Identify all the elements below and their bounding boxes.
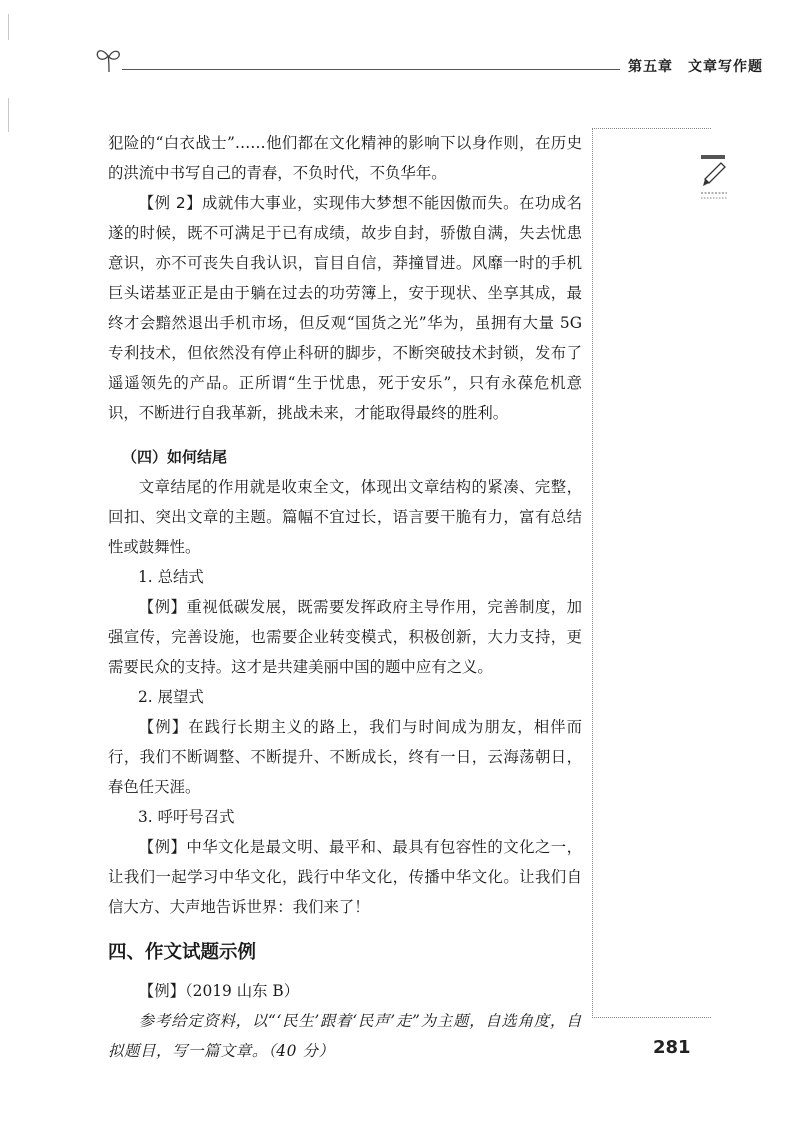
example-text: 中华文化是最文明、最平和、最具有包容性的文化之一，让我们一起学习中华文化，践行中华文化，传播中华文化。让我们自信大方、大声地告诉世界：我们来了！ (108, 838, 582, 916)
paragraph: 犯险的“白衣战士”……他们都在文化精神的影响下以身作则，在历史的洪流中书写自己的青春，不负时代，不负华年。 (108, 134, 582, 182)
example-label: 【例 2】 (138, 194, 202, 212)
example-label: 【例】 (138, 598, 187, 616)
scan-edge-mark (8, 14, 9, 40)
subsection-heading: （四）如何结尾 (122, 448, 228, 466)
paragraph: 文章结尾的作用就是收束全文，体现出文章结构的紧凑、完整，回扣、突出文章的主题。篇幅不宜过长，语言要干脆有力，富有总结性或鼓舞性。 (108, 478, 582, 556)
notes-margin (592, 128, 711, 1018)
sprout-icon (94, 44, 124, 74)
example-text: 成就伟大事业，实现伟大梦想不能因傲而失。在功成名遂的时候，既不可满足于已有成绩，故步自封，骄傲自满，失去忧患意识，亦不可丧失自我认识，盲目自信，莽撞冒进。风靡一时的手机巨头诺基亚正是由于躺在过去的功劳簿上，安于现状、坐享其成，最终才会黯然退出手机市场，但反观“国货之光”华为，虽拥有大量 5G 专利技术，但依然没有停止科研的脚步，不断突破技术封锁，发布了遥遥领先的产品。正所谓“生于忧患，死于安乐”，只有永葆危机意识，不断进行自我革新，挑战未来，才能取得最终的胜利。 (108, 194, 582, 422)
method-heading: 3. 呼吁号召式 (138, 808, 235, 826)
method-heading: 2. 展望式 (138, 688, 204, 706)
exam-tag: 【例】（2019 山东 B） (138, 982, 300, 1000)
example-text: 重视低碳发展，既需要发挥政府主导作用，完善制度，加强宣传，完善设施，也需要企业转变模式，积极创新，大力支持，更需要民众的支持。这才是共建美丽中国的题中应有之义。 (108, 598, 582, 676)
page-number: 281 (653, 1037, 691, 1058)
example-2 (108, 188, 582, 428)
section-heading: 四、作文试题示例 (108, 942, 257, 963)
scan-edge-mark (8, 98, 9, 132)
exam-prompt: 参考给定资料，以“‘民生’跟着‘民声’走”为主题，自选角度，自拟题目，写一篇文章。（40 分） (108, 1012, 582, 1060)
header-rule (122, 69, 620, 70)
pen-writing-icon (699, 149, 729, 207)
example-label: 【例】 (138, 838, 187, 856)
example-text: 在践行长期主义的路上，我们与时间成为朋友，相伴而行，我们不断调整、不断提升、不断成长，终有一日，云海荡朝日，春色任天涯。 (108, 718, 582, 796)
example-outlook (108, 712, 582, 802)
chapter-title: 第五章 文章写作题 (628, 59, 763, 75)
example-summary (108, 592, 582, 682)
page-body (108, 128, 582, 1066)
example-appeal (108, 832, 582, 922)
running-header (94, 44, 763, 84)
method-heading: 1. 总结式 (138, 568, 204, 586)
example-label: 【例】 (138, 718, 189, 736)
